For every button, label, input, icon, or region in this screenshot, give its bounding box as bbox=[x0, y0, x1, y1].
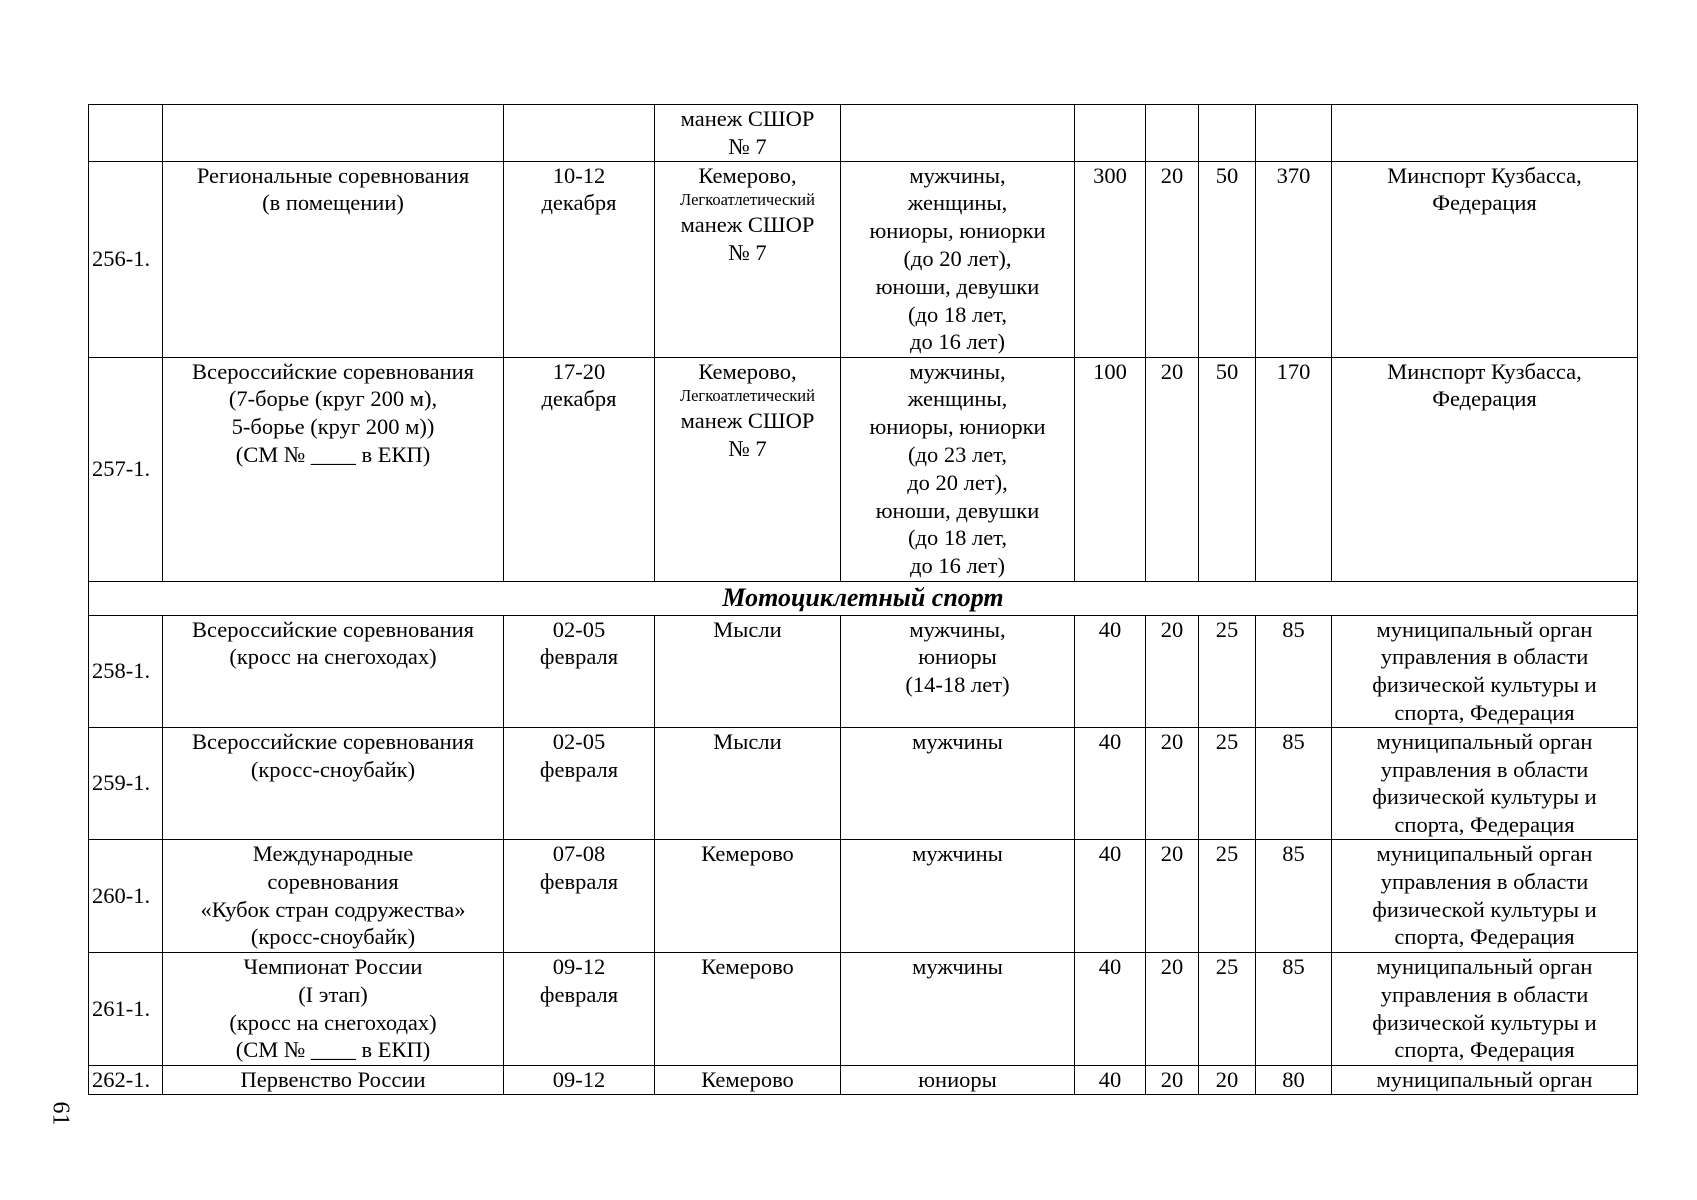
participants-line: женщины, bbox=[907, 386, 1008, 412]
organizer-line: управления в области bbox=[1380, 981, 1589, 1007]
organizer-line: спорта, Федерация bbox=[1394, 1037, 1575, 1063]
dates-line: февраля bbox=[539, 868, 619, 894]
place-line: манеж СШОР bbox=[680, 106, 815, 131]
participants-line: юноши, девушки bbox=[875, 273, 1040, 299]
count-n2: 20 bbox=[1146, 727, 1199, 839]
participants-line: мужчины bbox=[912, 728, 1003, 754]
count-n1: 40 bbox=[1075, 615, 1146, 727]
dates-cell bbox=[504, 105, 655, 162]
event-name-line: (кросс на снегоходах) bbox=[229, 644, 437, 670]
organizer-line: спорта, Федерация bbox=[1394, 699, 1575, 725]
dates-line: декабря bbox=[541, 386, 617, 412]
count-n1: 300 bbox=[1075, 161, 1146, 357]
event-name-line: (кросс на снегоходах) bbox=[229, 1009, 437, 1035]
dates-line: 10-12 bbox=[552, 162, 606, 188]
organizer-line: муниципальный орган bbox=[1376, 616, 1593, 642]
organizer-line: муниципальный орган bbox=[1376, 953, 1593, 979]
count-n1: 40 bbox=[1075, 727, 1146, 839]
count-n1: 40 bbox=[1075, 952, 1146, 1065]
participants-line: юниоры bbox=[918, 644, 997, 670]
total-count: 170 bbox=[1256, 357, 1332, 581]
participants-line: (до 23 лет, bbox=[908, 441, 1007, 467]
event-name-line: Первенство России bbox=[240, 1066, 426, 1092]
event-name-cell bbox=[163, 727, 504, 839]
total-count: 85 bbox=[1256, 727, 1332, 839]
event-name-line: (кросс-сноубайк) bbox=[250, 756, 416, 782]
table-row bbox=[89, 161, 1638, 357]
organizer-line: спорта, Федерация bbox=[1394, 924, 1575, 950]
participants-line: юниоры, юниорки bbox=[869, 218, 1046, 244]
event-name-line: (7-борье (круг 200 м), bbox=[228, 386, 438, 412]
count-n3: 25 bbox=[1199, 615, 1256, 727]
row-number: 258-1. bbox=[89, 615, 163, 727]
place-cell bbox=[655, 161, 841, 357]
participants-line: мужчины bbox=[912, 953, 1003, 979]
event-name-cell bbox=[163, 615, 504, 727]
total-count: 80 bbox=[1256, 1065, 1332, 1094]
count-n3: 20 bbox=[1199, 1065, 1256, 1094]
row-number: 260-1. bbox=[89, 839, 163, 952]
event-name-line: Всероссийские соревнования bbox=[191, 728, 475, 754]
organizer-cell bbox=[1332, 952, 1638, 1065]
participants-line: до 16 лет) bbox=[910, 553, 1005, 579]
place-line: Кемерово bbox=[701, 953, 794, 979]
place-cell bbox=[655, 105, 841, 162]
table-row bbox=[89, 357, 1638, 581]
event-name-cell bbox=[163, 1065, 504, 1094]
place-cell bbox=[655, 357, 841, 581]
total-count: 370 bbox=[1256, 161, 1332, 357]
organizer-cell bbox=[1332, 839, 1638, 952]
event-name-line: Региональные соревнования bbox=[196, 162, 470, 188]
place-line: манеж СШОР bbox=[680, 408, 815, 434]
section-header: Мотоциклетный спорт bbox=[89, 581, 1638, 615]
place-line: № 7 bbox=[728, 240, 767, 266]
participants-cell bbox=[841, 727, 1075, 839]
event-name-line: Всероссийские соревнования bbox=[191, 616, 475, 642]
dates-cell bbox=[504, 839, 655, 952]
participants-cell bbox=[841, 161, 1075, 357]
organizer-line: Минспорт Кузбасса, bbox=[1387, 358, 1582, 384]
table-row bbox=[89, 839, 1638, 952]
dates-line: 09-12 bbox=[552, 1066, 606, 1092]
participants-cell bbox=[841, 105, 1075, 162]
dates-cell bbox=[504, 1065, 655, 1094]
organizer-line: спорта, Федерация bbox=[1394, 812, 1575, 838]
organizer-cell bbox=[1332, 727, 1638, 839]
organizer-line: физической культуры и bbox=[1372, 1009, 1597, 1035]
count-n1: 100 bbox=[1075, 357, 1146, 581]
page-number: 61 bbox=[47, 1101, 74, 1126]
row-number: 261-1. bbox=[89, 952, 163, 1065]
dates-line: 02-05 bbox=[552, 728, 606, 754]
participants-cell bbox=[841, 357, 1075, 581]
table-body bbox=[89, 105, 1638, 1095]
participants-cell bbox=[841, 1065, 1075, 1094]
row-number bbox=[89, 105, 163, 162]
count-n1: 40 bbox=[1075, 839, 1146, 952]
place-line: Кемерово bbox=[701, 1066, 794, 1092]
participants-line: до 16 лет) bbox=[910, 329, 1005, 355]
dates-line: 02-05 bbox=[552, 616, 606, 642]
event-name-line: (I этап) bbox=[298, 981, 368, 1007]
dates-line: 09-12 bbox=[552, 953, 606, 979]
event-name-line: «Кубок стран содружества» bbox=[200, 896, 466, 922]
place-line: Кемерово bbox=[701, 840, 794, 866]
event-name-line: (в помещении) bbox=[262, 190, 404, 216]
count-n2: 20 bbox=[1146, 161, 1199, 357]
count-n3: 25 bbox=[1199, 839, 1256, 952]
organizer-line: физической культуры и bbox=[1372, 672, 1597, 698]
participants-line: (14-18 лет) bbox=[905, 672, 1010, 698]
participants-line: (до 18 лет, bbox=[908, 301, 1007, 327]
dates-line: декабря bbox=[541, 190, 617, 216]
place-line: № 7 bbox=[728, 133, 767, 159]
place-line: Мысли bbox=[713, 616, 782, 642]
event-name-cell bbox=[163, 839, 504, 952]
participants-line: мужчины, bbox=[909, 616, 1006, 642]
organizer-cell bbox=[1332, 615, 1638, 727]
section-row bbox=[89, 581, 1638, 615]
event-name-line: Международные bbox=[252, 840, 414, 866]
total-count: 85 bbox=[1256, 615, 1332, 727]
event-name-line: (СМ № ____ в ЕКП) bbox=[235, 441, 431, 467]
organizer-cell bbox=[1332, 357, 1638, 581]
event-name-cell bbox=[163, 952, 504, 1065]
organizer-line: Минспорт Кузбасса, bbox=[1387, 162, 1582, 188]
participants-line: юноши, девушки bbox=[875, 497, 1040, 523]
participants-line: женщины, bbox=[907, 190, 1008, 216]
organizer-line: физической культуры и bbox=[1372, 896, 1597, 922]
dates-line: февраля bbox=[539, 981, 619, 1007]
place-line: № 7 bbox=[728, 436, 767, 462]
participants-cell bbox=[841, 952, 1075, 1065]
organizer-line: Федерация bbox=[1432, 190, 1537, 216]
count-n2: 20 bbox=[1146, 839, 1199, 952]
table-row bbox=[89, 615, 1638, 727]
table-row bbox=[89, 1065, 1638, 1094]
event-name-cell bbox=[163, 357, 504, 581]
count-n2: 20 bbox=[1146, 615, 1199, 727]
event-name-line: Всероссийские соревнования bbox=[191, 358, 475, 384]
place-line: Легкоатлетический bbox=[680, 190, 815, 210]
participants-line: мужчины bbox=[912, 840, 1003, 866]
participants-line: юниоры bbox=[918, 1066, 997, 1092]
participants-line: (до 20 лет), bbox=[903, 245, 1012, 271]
dates-line: февраля bbox=[539, 756, 619, 782]
count-n2 bbox=[1146, 105, 1199, 162]
count-n2: 20 bbox=[1146, 357, 1199, 581]
participants-cell bbox=[841, 615, 1075, 727]
table-row bbox=[89, 105, 1638, 162]
events-table bbox=[88, 104, 1638, 1095]
organizer-line: управления в области bbox=[1380, 756, 1589, 782]
dates-line: 07-08 bbox=[552, 840, 606, 866]
event-name-cell bbox=[163, 161, 504, 357]
dates-line: 17-20 bbox=[552, 358, 606, 384]
participants-line: юниоры, юниорки bbox=[869, 414, 1046, 440]
count-n1: 40 bbox=[1075, 1065, 1146, 1094]
dates-cell bbox=[504, 727, 655, 839]
event-name-line: (СМ № ____ в ЕКП) bbox=[235, 1037, 431, 1063]
organizer-line: Федерация bbox=[1432, 386, 1537, 412]
place-cell bbox=[655, 839, 841, 952]
event-name-line: Чемпионат России bbox=[243, 953, 423, 979]
event-name-line: (кросс-сноубайк) bbox=[250, 924, 416, 950]
count-n3: 50 bbox=[1199, 357, 1256, 581]
table-row bbox=[89, 727, 1638, 839]
place-line: Легкоатлетический bbox=[680, 386, 815, 406]
count-n3: 50 bbox=[1199, 161, 1256, 357]
place-cell bbox=[655, 727, 841, 839]
row-number: 257-1. bbox=[89, 357, 163, 581]
count-n2: 20 bbox=[1146, 1065, 1199, 1094]
participants-line: до 20 лет), bbox=[907, 469, 1008, 495]
event-name-cell bbox=[163, 105, 504, 162]
total-count: 85 bbox=[1256, 952, 1332, 1065]
total-count: 85 bbox=[1256, 839, 1332, 952]
organizer-line: муниципальный орган bbox=[1376, 728, 1593, 754]
dates-cell bbox=[504, 952, 655, 1065]
place-line: Мысли bbox=[713, 728, 782, 754]
row-number: 262-1. bbox=[89, 1065, 163, 1094]
participants-cell bbox=[841, 839, 1075, 952]
place-cell bbox=[655, 1065, 841, 1094]
count-n3 bbox=[1199, 105, 1256, 162]
row-number: 256-1. bbox=[89, 161, 163, 357]
count-n1 bbox=[1075, 105, 1146, 162]
count-n3: 25 bbox=[1199, 952, 1256, 1065]
table-row bbox=[89, 952, 1638, 1065]
event-name-line: 5-борье (круг 200 м)) bbox=[231, 414, 435, 440]
total-count bbox=[1256, 105, 1332, 162]
participants-line: (до 18 лет, bbox=[908, 525, 1007, 551]
participants-line: мужчины, bbox=[909, 358, 1006, 384]
count-n3: 25 bbox=[1199, 727, 1256, 839]
organizer-line: управления в области bbox=[1380, 644, 1589, 670]
organizer-line: физической культуры и bbox=[1372, 784, 1597, 810]
organizer-cell bbox=[1332, 105, 1638, 162]
event-name-line: соревнования bbox=[267, 868, 399, 894]
place-line: Кемерово, bbox=[698, 162, 797, 188]
place-line: Кемерово, bbox=[698, 358, 797, 384]
organizer-line: муниципальный орган bbox=[1376, 1066, 1593, 1092]
place-cell bbox=[655, 615, 841, 727]
organizer-line: управления в области bbox=[1380, 868, 1589, 894]
organizer-line: муниципальный орган bbox=[1376, 840, 1593, 866]
dates-cell bbox=[504, 161, 655, 357]
count-n2: 20 bbox=[1146, 952, 1199, 1065]
dates-cell bbox=[504, 615, 655, 727]
dates-cell bbox=[504, 357, 655, 581]
organizer-cell bbox=[1332, 1065, 1638, 1094]
dates-line: февраля bbox=[539, 644, 619, 670]
row-number: 259-1. bbox=[89, 727, 163, 839]
participants-line: мужчины, bbox=[909, 162, 1006, 188]
organizer-cell bbox=[1332, 161, 1638, 357]
place-cell bbox=[655, 952, 841, 1065]
place-line: манеж СШОР bbox=[680, 212, 815, 238]
